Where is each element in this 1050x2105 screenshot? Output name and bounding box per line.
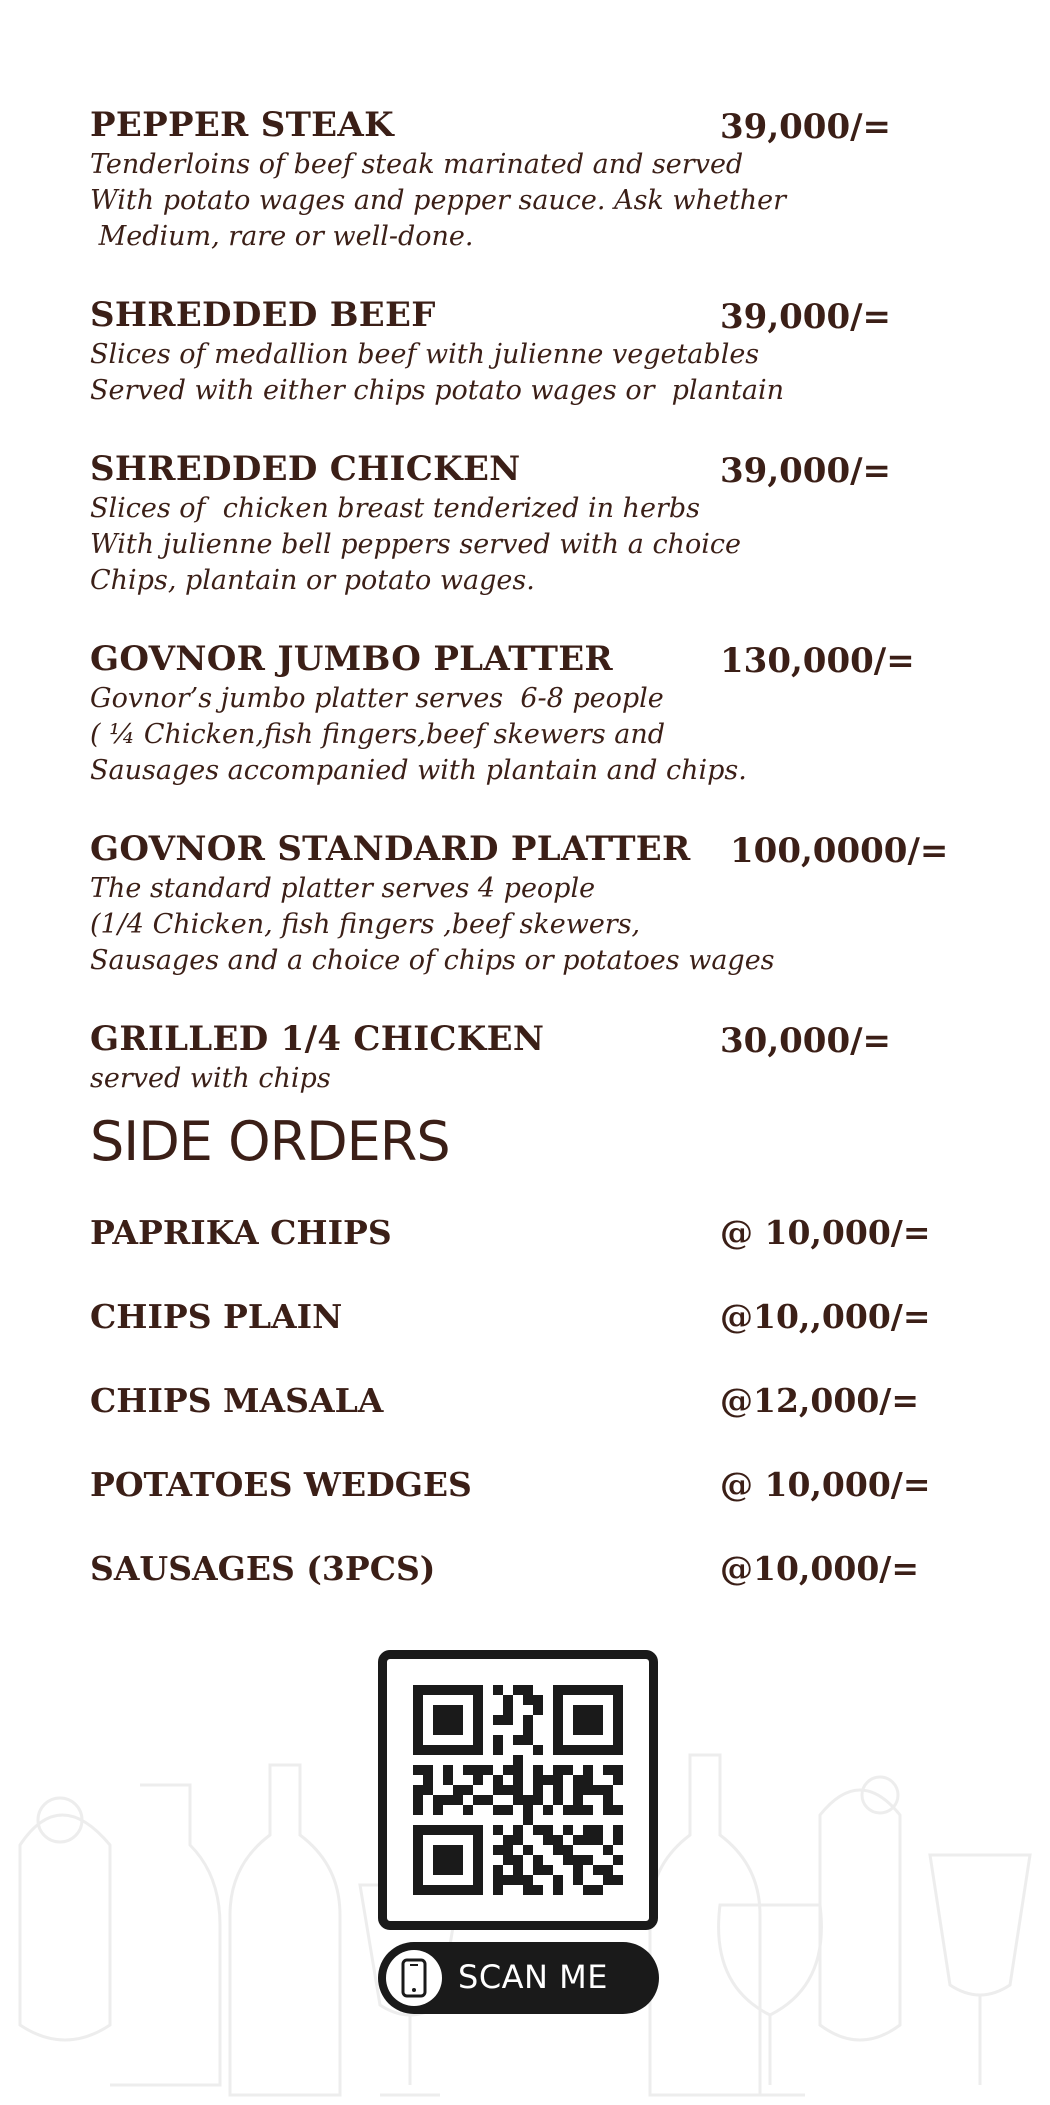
item-price: 100,0000/= — [730, 831, 949, 871]
item-name: GOVNOR JUMBO PLATTER — [90, 639, 613, 679]
side-order-name: PAPRIKA CHIPS — [90, 1213, 392, 1252]
item-description: The standard platter serves 4 people (1/4 Chicken, fish fingers ,beef skewers, Sausages and a choice of chips or potatoes wages — [90, 873, 775, 976]
item-price: 39,000/= — [720, 451, 892, 491]
side-orders-heading: SIDE ORDERS — [90, 1110, 450, 1173]
menu-item — [90, 449, 990, 599]
scan-me-label: SCAN ME — [458, 1958, 608, 1996]
item-name: SHREDDED CHICKEN — [90, 449, 521, 489]
scan-me-button[interactable] — [378, 1942, 659, 2014]
menu-item — [90, 1019, 990, 1097]
menu-item — [90, 105, 990, 255]
item-name: GRILLED 1/4 CHICKEN — [90, 1019, 545, 1059]
item-price: 130,000/= — [720, 641, 915, 681]
menu-item — [90, 829, 990, 979]
qr-code-icon — [413, 1685, 623, 1895]
item-price: 30,000/= — [720, 1021, 892, 1061]
side-order-item — [90, 1465, 990, 1549]
item-description: Govnor’s jumbo platter serves 6-8 people ( ¼ Chicken,fish fingers,beef skewers and Sausages accompanied with plantain and chips. — [90, 683, 747, 786]
side-order-item — [90, 1549, 990, 1633]
item-price: 39,000/= — [720, 297, 892, 337]
side-order-name: POTATOES WEDGES — [90, 1465, 472, 1504]
smartphone-icon — [401, 1958, 427, 1998]
qr-code[interactable] — [378, 1650, 658, 1930]
item-description: Slices of chicken breast tenderized in herbs With julienne bell peppers served with a choice Chips, plantain or potato wages. — [90, 493, 741, 596]
menu-item — [90, 295, 990, 409]
side-orders-list — [90, 1213, 990, 1633]
side-order-price: @12,000/= — [720, 1381, 919, 1420]
side-order-name: CHIPS PLAIN — [90, 1297, 343, 1336]
side-order-name: CHIPS MASALA — [90, 1381, 384, 1420]
menu-item — [90, 639, 990, 789]
side-order-item — [90, 1213, 990, 1297]
side-order-price: @ 10,000/= — [720, 1465, 931, 1504]
side-order-item — [90, 1381, 990, 1465]
item-name: SHREDDED BEEF — [90, 295, 436, 335]
side-order-item — [90, 1297, 990, 1381]
side-order-name: SAUSAGES (3PCS) — [90, 1549, 436, 1588]
item-price: 39,000/= — [720, 107, 892, 147]
item-description: served with chips — [90, 1063, 331, 1094]
main-menu-list — [90, 105, 990, 1137]
side-order-price: @ 10,000/= — [720, 1213, 931, 1252]
side-order-price: @10,000/= — [720, 1549, 919, 1588]
item-description: Tenderloins of beef steak marinated and served With potato wages and pepper sauce. Ask whether Medium, rare or well-done. — [90, 149, 786, 252]
side-order-price: @10,,000/= — [720, 1297, 931, 1336]
item-description: Slices of medallion beef with julienne vegetables Served with either chips potato wages or plantain — [90, 339, 785, 406]
item-name: PEPPER STEAK — [90, 105, 394, 145]
scan-icon-badge — [386, 1950, 442, 2006]
item-name: GOVNOR STANDARD PLATTER — [90, 829, 691, 869]
